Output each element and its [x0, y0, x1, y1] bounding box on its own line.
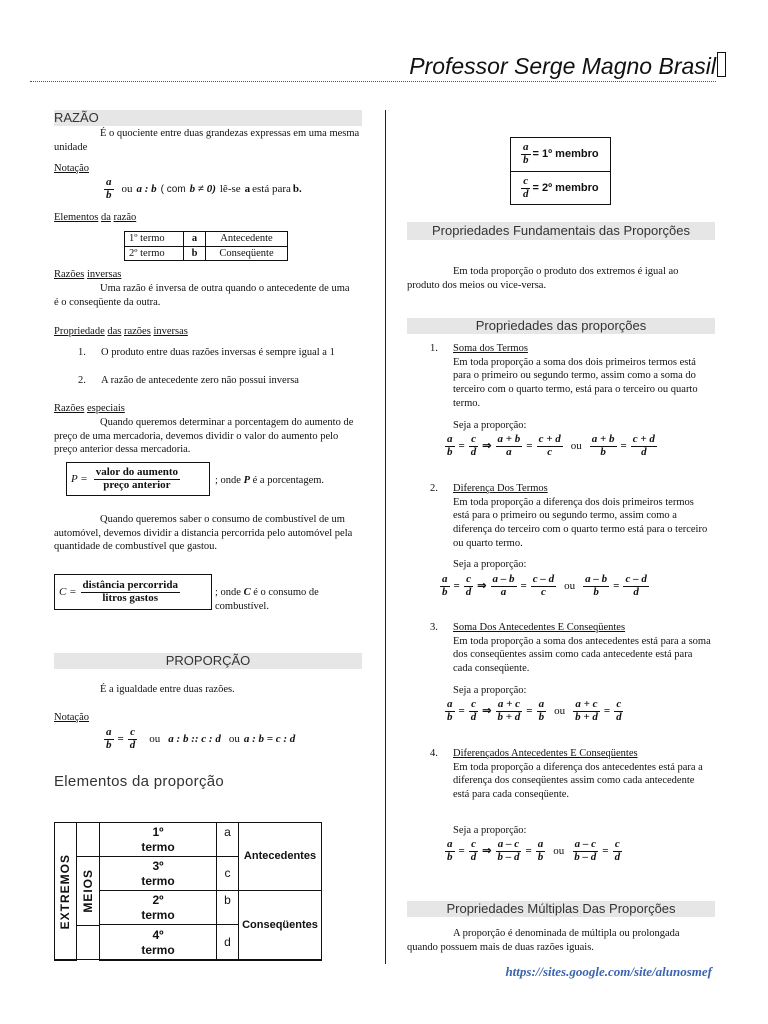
equals-sign: = — [526, 439, 533, 452]
frac-denominator: b — [593, 585, 599, 598]
frac-denominator: b — [523, 154, 529, 166]
meios-label: MEIOS — [80, 869, 95, 913]
list-text: Em toda proporção a diferença dos dois primeiros termos está para o primeiro ou segundo termo, assim como a diferença do terceiro com o quarto termo está para o terceiro ou quarto termo. — [453, 496, 708, 549]
notacao2-formula — [102, 727, 295, 751]
seja-text: Seja a proporção: — [453, 420, 527, 431]
colon-notation: a : b = c : d — [243, 732, 296, 745]
fraction — [469, 699, 479, 723]
fraction — [496, 434, 523, 458]
frac-numerator: a — [106, 176, 112, 188]
fraction — [445, 839, 455, 863]
equals-sign: = — [620, 439, 627, 452]
label-word: Propriedade — [54, 326, 105, 337]
frac-denominator: b + d — [575, 710, 598, 723]
fraction-a-b — [521, 142, 531, 166]
consequentes-cell: Conseqüentes — [238, 890, 322, 961]
section-razao-title — [54, 110, 362, 126]
extremos-label: EXTREMOS — [58, 853, 73, 930]
equals-sign: = — [603, 704, 611, 717]
com-text: ( com — [160, 183, 186, 195]
notacao-label: Notação — [54, 163, 89, 174]
fraction — [445, 434, 455, 458]
footer-link[interactable]: https://sites.google.com/site/alunosmef — [505, 964, 712, 979]
label-word: razões — [123, 326, 151, 337]
frac-numerator: c — [130, 726, 135, 738]
fraction — [623, 574, 648, 598]
membro-box — [510, 137, 611, 205]
list-number: 1. — [430, 343, 438, 354]
frac-numerator: a – c — [497, 838, 520, 850]
extremos-cell — [54, 822, 77, 961]
fraction — [583, 574, 609, 598]
value-cell: c — [216, 856, 239, 891]
label-word: inversas — [153, 326, 188, 337]
fraction-c-d — [128, 727, 138, 751]
frac-denominator: d — [523, 188, 529, 200]
elementos-razao-table — [124, 231, 288, 261]
value-cell: a — [216, 822, 239, 857]
list-text: Em toda proporção a soma dos antecedentes está para a soma dos conseqüentes assim como cada antecedente está para cada conseqüente. — [453, 635, 711, 674]
list-number: 1. — [78, 347, 86, 358]
razao-title: RAZÃO — [54, 110, 99, 125]
frac-denominator: d — [470, 710, 477, 723]
membro-label: = 2º membro — [532, 182, 599, 195]
notacao2-label: Notação — [54, 712, 89, 723]
colon-notation: a : b :: c : d — [168, 732, 221, 745]
termo-cell: 2º termo — [99, 890, 217, 925]
frac-denominator: b — [538, 710, 545, 723]
frac-numerator: a — [447, 838, 453, 850]
list-title-text: Soma dos Termos — [453, 343, 528, 354]
implies-icon: ⇒ — [482, 704, 492, 717]
ou-text: ou — [149, 732, 161, 745]
multiplas-text: A proporção é denominada de múltipla ou prolongada quando possuem mais de duas razões iguais. — [407, 928, 680, 953]
list-item — [78, 346, 348, 360]
membro-row-2 — [511, 172, 610, 205]
label-word: razão — [113, 212, 137, 223]
list-title — [453, 621, 712, 635]
fraction — [614, 699, 624, 723]
fraction-a-b — [104, 177, 114, 201]
frac-denominator: b — [442, 585, 448, 598]
list-title-text: Diferença Dos Termos — [453, 483, 548, 494]
fraction — [631, 434, 657, 458]
list-number: 2. — [430, 483, 438, 494]
label-word: Elementos — [54, 212, 99, 223]
fraction — [531, 574, 556, 598]
table-cell: 2º termo — [125, 246, 184, 261]
list-number: 3. — [430, 622, 438, 633]
section-proporcao-title — [54, 653, 362, 669]
frac-denominator: d — [633, 585, 639, 598]
label-word: inversas — [86, 269, 122, 280]
frac-numerator: a + b — [591, 433, 615, 445]
razoes-inversas-label — [54, 268, 121, 282]
membro-label: = 1º membro — [532, 148, 599, 161]
label-word: da — [100, 212, 111, 223]
list-title — [453, 747, 712, 761]
equals-sign: = — [458, 844, 465, 857]
frac-denominator: d — [641, 445, 647, 458]
frac-denominator: d — [470, 445, 477, 458]
list-text: O produto entre duas razões inversas é sempre igual a 1 — [101, 347, 335, 358]
frac-numerator: a — [442, 573, 448, 585]
fundamentais-text: Em toda proporção o produto dos extremos é igual ao produto dos meios ou vice-versa. — [407, 266, 679, 291]
antecedentes-cell: Antecedentes — [238, 822, 322, 891]
propriedades-title: Propriedades das proporções — [475, 318, 647, 333]
meios-cell — [76, 856, 100, 926]
list-item — [430, 747, 712, 802]
frac-numerator: c + d — [538, 433, 561, 445]
formula-lhs: C = — [59, 585, 77, 598]
label-word: Razões — [54, 403, 85, 414]
formula-consumo-note — [215, 586, 355, 613]
note-var: C — [243, 587, 251, 598]
value-cell: d — [216, 924, 239, 961]
fraction — [469, 839, 479, 863]
implies-icon: ⇒ — [482, 439, 492, 452]
seja-text: Seja a proporção: — [453, 685, 527, 696]
elementos-proporcao-table — [54, 822, 322, 960]
ou-text: ou — [553, 844, 565, 857]
equals-sign: = — [526, 704, 533, 717]
frac-denominator: b + d — [497, 710, 521, 723]
list-text: Em toda proporção a diferença dos antecedentes está para a diferença dos conseqüentes assim como cada antecedente está para cada conseqüente. — [453, 761, 703, 800]
elementos-razao-label — [54, 211, 136, 225]
frac-denominator: b – d — [574, 850, 597, 863]
ou-text: ou — [570, 439, 582, 452]
implies-icon: ⇒ — [482, 844, 492, 857]
fraction — [469, 434, 479, 458]
termo-cell: 3º termo — [99, 856, 217, 891]
frac-numerator: c — [466, 573, 471, 585]
equals-sign: = — [453, 579, 460, 592]
frac-denominator: c — [541, 585, 546, 598]
fraction — [491, 574, 517, 598]
frac-numerator: a + b — [497, 433, 521, 445]
note-text: é o consumo de combustível. — [215, 587, 319, 612]
fraction — [464, 574, 474, 598]
list-item — [430, 482, 712, 550]
frac-numerator: a — [447, 698, 453, 710]
frac-denominator: b — [537, 850, 544, 863]
equals-sign: = — [602, 844, 609, 857]
frac-numerator: c — [614, 838, 620, 850]
equals-sign: = — [117, 732, 124, 745]
seja-text: Seja a proporção: — [453, 825, 527, 836]
formula-porcentagem-note — [215, 474, 324, 488]
frac-denominator: b — [447, 445, 453, 458]
equals-sign: = — [525, 844, 532, 857]
list-number: 4. — [430, 748, 438, 759]
frac-numerator: c + d — [632, 433, 655, 445]
notacao-formula — [102, 177, 304, 201]
frac-numerator: a + c — [497, 698, 520, 710]
frac-denominator: c — [547, 445, 553, 458]
header-box-glyph — [717, 52, 726, 77]
fraction-a-b — [104, 727, 114, 751]
multiplas-title: Propriedades Múltiplas Das Proporções — [446, 901, 676, 916]
frac-denominator: d — [129, 738, 136, 751]
propriedade-inversas-label — [54, 325, 188, 339]
ou-text: ou — [121, 182, 133, 195]
frac-denominator: d — [616, 710, 622, 723]
property-formula — [438, 574, 651, 598]
frac-numerator: a – c — [574, 838, 596, 850]
list-item — [78, 374, 348, 388]
note-text: ; onde — [215, 475, 241, 486]
table-row — [125, 246, 288, 261]
le-se-b: b. — [292, 182, 302, 195]
fraction — [537, 434, 563, 458]
fraction — [496, 699, 523, 723]
proporcao-definition: É a igualdade entre duas razões. — [100, 684, 235, 695]
section-multiplas-title — [407, 901, 715, 917]
formula-lhs: P = — [71, 472, 88, 485]
termo-cell: 4º termo — [99, 924, 217, 961]
frac-numerator: c — [471, 698, 476, 710]
frac-denominator: b — [600, 445, 606, 458]
table-cell: Conseqüente — [206, 246, 288, 261]
termo-cell: 1º termo — [99, 822, 217, 857]
frac-numerator: c — [471, 433, 476, 445]
list-title-text: Soma Dos Antecedentes E Conseqüentes — [453, 622, 626, 633]
frac-denominator: litros gastos — [102, 591, 159, 604]
frac-numerator: a – b — [585, 573, 608, 585]
label-word: especiais — [86, 403, 125, 414]
fraction — [572, 839, 598, 863]
list-title-text: Diferençados Antecedentes E Conseqüentes — [453, 748, 638, 759]
frac-denominator: b – d — [497, 850, 520, 863]
frac-numerator: c — [471, 838, 476, 850]
frac-numerator: valor do aumento — [95, 465, 179, 478]
frac-denominator: a — [506, 445, 512, 458]
razoes-especiais-label — [54, 402, 125, 416]
frac-denominator: d — [465, 585, 472, 598]
list-text: Em toda proporção a soma dos dois primeiros termos está para o primeiro ou segundo termo, assim como a soma do terceiro com o quarto termo, está para o terceiro ou quarto termo. — [453, 356, 698, 409]
note-text: ; onde — [215, 587, 241, 598]
razoes-especiais-text: Quando queremos determinar a porcentagem do aumento de preço de uma mercadoria, devemos dividir o valor do aumento pelo preço anterior dessa mercadoria. — [54, 417, 354, 456]
esta-para-text: está para — [252, 182, 291, 195]
table-cell: 1º termo — [125, 232, 184, 247]
formula-fraction — [81, 580, 180, 604]
list-item — [430, 342, 712, 410]
list-text: A razão de antecedente zero não possui inversa — [101, 375, 299, 386]
equals-sign: = — [458, 439, 465, 452]
colon-notation: a : b — [136, 182, 157, 195]
list-title — [453, 342, 712, 356]
frac-numerator: a — [523, 141, 529, 154]
frac-numerator: distância percorrida — [82, 578, 178, 591]
membro-row-1 — [511, 138, 610, 172]
fraction-c-d — [521, 176, 531, 200]
consumo-text: Quando queremos saber o consumo de combustível de um automóvel, devemos dividir a distancia percorrida pelo automóvel pela quantidade de combustível que gastou. — [54, 514, 353, 553]
page-header — [30, 52, 716, 82]
frac-numerator: c – d — [532, 573, 555, 585]
frac-denominator: d — [470, 850, 477, 863]
equals-sign: = — [458, 704, 465, 717]
frac-numerator: c — [523, 175, 529, 188]
property-formula — [443, 699, 626, 723]
list-title — [453, 482, 712, 496]
frac-numerator: c — [616, 698, 622, 710]
frac-denominator: preço anterior — [103, 478, 171, 491]
frac-numerator: a – b — [492, 573, 515, 585]
formula-fraction — [94, 467, 180, 491]
label-word: das — [107, 326, 122, 337]
razao-definition: É o quociente entre duas grandezas expressas em uma mesma unidade — [54, 128, 360, 153]
frac-denominator: b — [447, 710, 453, 723]
fraction — [537, 699, 547, 723]
ou-text: ou — [564, 579, 576, 592]
frac-denominator: a — [500, 585, 507, 598]
fraction — [590, 434, 617, 458]
frac-denominator: b — [106, 738, 112, 751]
property-formula — [443, 839, 624, 863]
formula-porcentagem-box — [66, 462, 210, 496]
section-propriedades-title — [407, 318, 715, 334]
implies-icon: ⇒ — [477, 579, 487, 592]
razoes-inversas-text: Uma razão é inversa de outra quando o antecedente de uma é o conseqüente da outra. — [54, 283, 350, 308]
fraction — [440, 574, 450, 598]
property-formula — [443, 434, 659, 458]
le-se-a: a — [244, 182, 251, 195]
frac-numerator: a — [538, 698, 545, 710]
table-cell: Antecedente — [206, 232, 288, 247]
elementos-proporcao-title: Elementos da proporção — [54, 773, 225, 790]
b-neq-zero: b ≠ 0) — [189, 182, 216, 195]
le-se-text: lê-se — [219, 182, 241, 195]
ou-text: ou — [228, 732, 240, 745]
frac-numerator: a + c — [575, 698, 598, 710]
equals-sign: = — [520, 579, 527, 592]
proporcao-title: PROPORÇÃO — [165, 653, 251, 668]
fundamentais-title: Propriedades Fundamentais das Proporções — [432, 223, 690, 238]
header-title: Professor Serge Magno Brasil — [409, 53, 716, 79]
equals-sign: = — [613, 579, 620, 592]
frac-denominator: d — [614, 850, 621, 863]
list-item — [430, 621, 712, 676]
table-cell: a — [184, 232, 206, 247]
formula-consumo-box — [54, 574, 212, 610]
table-cell: b — [184, 246, 206, 261]
frac-numerator: a — [537, 838, 544, 850]
frac-denominator: b — [447, 850, 453, 863]
label-word: Razões — [54, 269, 85, 280]
value-cell: b — [216, 890, 239, 925]
list-number: 2. — [78, 375, 86, 386]
frac-numerator: a — [447, 433, 453, 445]
fraction — [445, 699, 455, 723]
fraction — [536, 839, 546, 863]
note-text: é a porcentagem. — [252, 475, 325, 486]
fraction — [496, 839, 522, 863]
frac-denominator: b — [106, 188, 112, 201]
seja-text: Seja a proporção: — [453, 559, 527, 570]
fraction — [613, 839, 623, 863]
table-row — [125, 232, 288, 247]
frac-numerator: a — [106, 726, 112, 738]
column-divider — [385, 110, 386, 964]
frac-numerator: c – d — [625, 573, 647, 585]
section-fundamentais-title — [407, 222, 715, 240]
fraction — [573, 699, 600, 723]
note-var: P — [243, 475, 250, 486]
ou-text: ou — [554, 704, 566, 717]
